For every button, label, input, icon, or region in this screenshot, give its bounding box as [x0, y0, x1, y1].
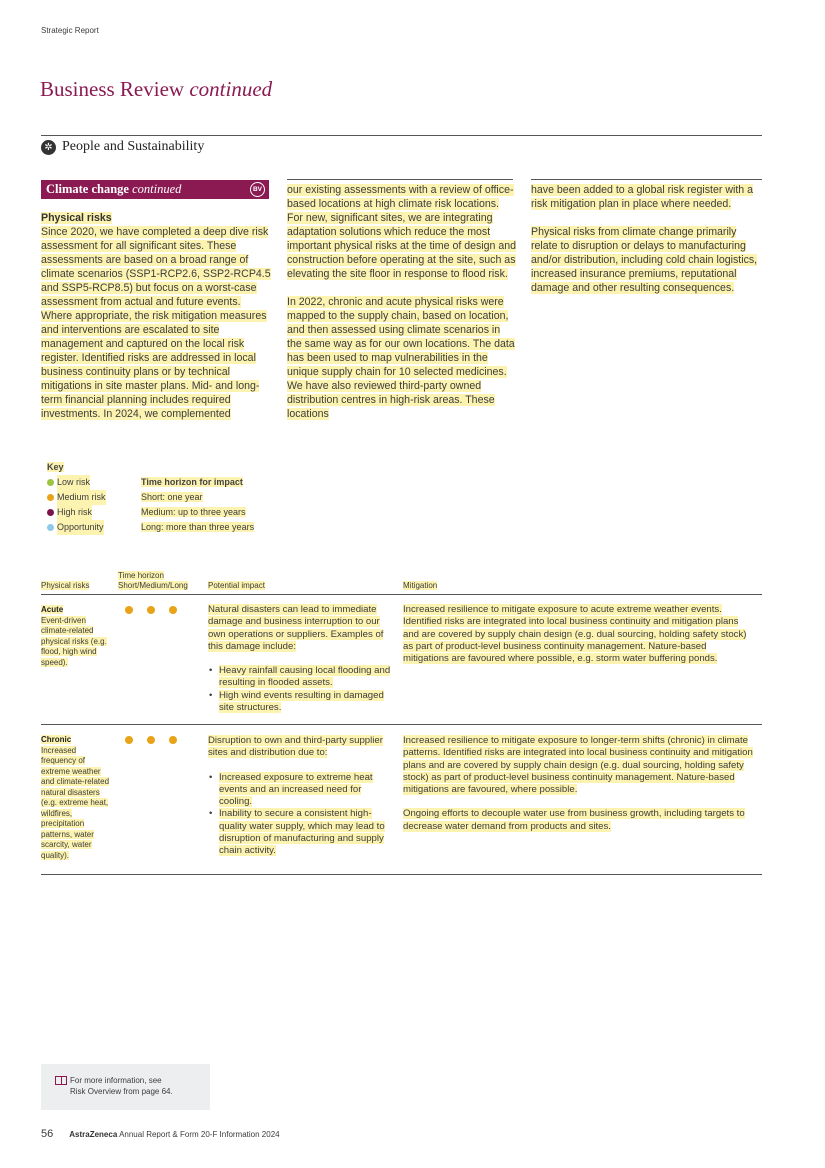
list-item: • Heavy rainfall causing local flooding and resulting in flooded assets.: [208, 665, 394, 690]
footer-company: AstraZeneca: [69, 1130, 118, 1139]
bv-badge: BV: [250, 182, 265, 197]
body-column-1: [41, 211, 273, 421]
climate-change-banner: [41, 180, 269, 199]
low-risk-dot: [47, 479, 54, 486]
medium-risk-dot: [47, 494, 54, 501]
divider: [41, 135, 762, 136]
section-label: Strategic Report: [41, 26, 99, 35]
time-horizon-legend: [141, 475, 254, 535]
key-title: Key: [47, 462, 64, 472]
medium-risk-dot: [147, 606, 155, 614]
header-potential-impact: Potential impact: [208, 581, 265, 590]
key-item: Opportunity: [47, 520, 106, 535]
body-column-3: [531, 183, 763, 309]
body-paragraph: have been added to a global risk register with a risk mitigation plan in place where needed.: [531, 184, 754, 210]
body-paragraph: Physical risks from climate change primarily relate to disruption or delays to manufacturing and/or distribution, including cold chain logistics, increased insurance premiums, reputational damage and other resulting consequences.: [531, 226, 758, 294]
header-time-horizon: Time horizon Short/Medium/Long: [118, 571, 188, 590]
header-physical-risks: Physical risks: [41, 581, 90, 590]
body-paragraph: our existing assessments with a review of office-based locations at high climate risk locations. For new, significant sites, we are integrating adaptation solutions which reduce the most important physical risks at the time of design and construction before operating at the site, such as elevating the site floor in response to flood risk.: [287, 184, 517, 280]
subsection-title: People and Sustainability: [62, 139, 205, 154]
column-rule: [531, 179, 762, 180]
list-item: • Increased exposure to extreme heat events and an increased need for cooling.: [208, 772, 394, 809]
high-risk-dot: [47, 509, 54, 516]
table-bottom-rule: [41, 874, 762, 875]
subsection-heading: [41, 139, 204, 155]
medium-risk-dot: [125, 606, 133, 614]
table-row-acute-horizon: [125, 606, 177, 614]
info-line-1: For more information, see: [70, 1076, 162, 1085]
horizon-short: Short: one year: [141, 492, 203, 502]
table-row-acute-mitigation: Increased resilience to mitigate exposure to acute extreme weather events. Identified risks are integrated into local business continuity and mitigation plans and are covered by supply chain design (e.g. dual sourcing, holding safety stock) as part of product-level business continuity management. Nature-based mitigations are favoured where possible, e.g. storm water buffering ponds.: [403, 604, 747, 665]
footer-report: Annual Report & Form 20-F Information 2024: [119, 1130, 280, 1139]
banner-suffix: continued: [132, 182, 182, 196]
header-mitigation: Mitigation: [403, 581, 438, 590]
body-paragraph: Since 2020, we have completed a deep dive risk assessment for all significant sites. These assessments are based on a broad range of climate scenarios (SSP1-RCP2.6, SSP2-RCP4.5 and SSP5-RCP8.5) but focus on a worst-case assessment from actual and future events. Where appropriate, the risk mitigation measures and interventions are escalated to site management and captured on the local risk register. Identified risks are addressed in local business continuity plans or by technical mitigations in site master plans. Mid- and long-term financial planning includes required investments. In 2024, we complemented: [41, 226, 271, 420]
page-number: 56: [41, 1128, 54, 1140]
page-title-main: Business Review: [40, 77, 185, 101]
key-item: High risk: [47, 505, 106, 520]
table-row-rule: [41, 724, 762, 725]
body-column-2: [287, 183, 517, 435]
info-box[interactable]: [41, 1064, 210, 1110]
info-link[interactable]: Risk Overview from page 64.: [70, 1087, 173, 1096]
key-item: Medium risk: [47, 490, 106, 505]
table-row-chronic-horizon: [125, 736, 177, 744]
key-item: Low risk: [47, 475, 106, 490]
horizon-long: Long: more than three years: [141, 522, 255, 532]
table-row-chronic-impact: Disruption to own and third-party supplier sites and distribution due to: • Increased exposure to extreme heat events and an increased need for cooling. • Inability to secure a consistent high-quality water supply, which may lead to disruption of manufacturing and supply chain activity.: [208, 735, 394, 858]
medium-risk-dot: [169, 736, 177, 744]
table-row-chronic-mitigation: Increased resilience to mitigate exposure to longer-term shifts (chronic) in climate patterns. Identified risks are integrated into local business continuity and mitigation plans and are covered by supply chain design (e.g. dual sourcing, holding safety stock) as part of product-level business continuity management. Nature-based mitigations are favoured, where possible. Ongoing efforts to decouple water use from business growth, including targets to decrease water demand from products and sites.: [403, 735, 753, 832]
body-paragraph: In 2022, chronic and acute physical risks were mapped to the supply chain, based on location, and then assessed using climate scenarios in the same way as for our own locations. The data has been used to map vulnerabilities in the unique supply chain for 10 selected medicines. We have also reviewed third-party owned distribution centres in high-risk areas. These locations: [287, 296, 515, 420]
opportunity-dot: [47, 524, 54, 531]
list-item: • High wind events resulting in damaged site structures.: [208, 690, 394, 715]
page-title: [40, 77, 272, 102]
physical-risks-heading: Physical risks: [41, 212, 112, 224]
people-sustainability-icon: ✲: [41, 140, 56, 155]
medium-risk-dot: [147, 736, 155, 744]
key-legend: [47, 475, 106, 535]
page-title-suffix: continued: [189, 77, 273, 101]
column-rule: [287, 179, 513, 180]
table-header-rule: [41, 594, 762, 595]
footer: [41, 1128, 280, 1140]
table-row-acute-impact: Natural disasters can lead to immediate damage and business interruption to our own operations or suppliers. Examples of this damage include: • Heavy rainfall causing local flooding and resulting in flooded assets. • High wind events resulting in damaged site structures.: [208, 604, 394, 714]
list-item: • Inability to secure a consistent high-quality water supply, which may lead to disruption of manufacturing and supply chain activity.: [208, 808, 394, 857]
table-row-acute-category: Acute Event-driven climate-related physical risks (e.g. flood, high wind speed).: [41, 605, 107, 667]
horizon-medium: Medium: up to three years: [141, 507, 246, 517]
banner-title: Climate change: [46, 182, 129, 196]
medium-risk-dot: [169, 606, 177, 614]
time-horizon-title: Time horizon for impact: [141, 477, 243, 487]
book-icon: [55, 1076, 67, 1085]
table-row-chronic-category: Chronic Increased frequency of extreme weather and climate-related natural disasters (e.g. extreme heat, wildfires, precipitation patterns, water scarcity, water quality).: [41, 735, 110, 860]
medium-risk-dot: [125, 736, 133, 744]
